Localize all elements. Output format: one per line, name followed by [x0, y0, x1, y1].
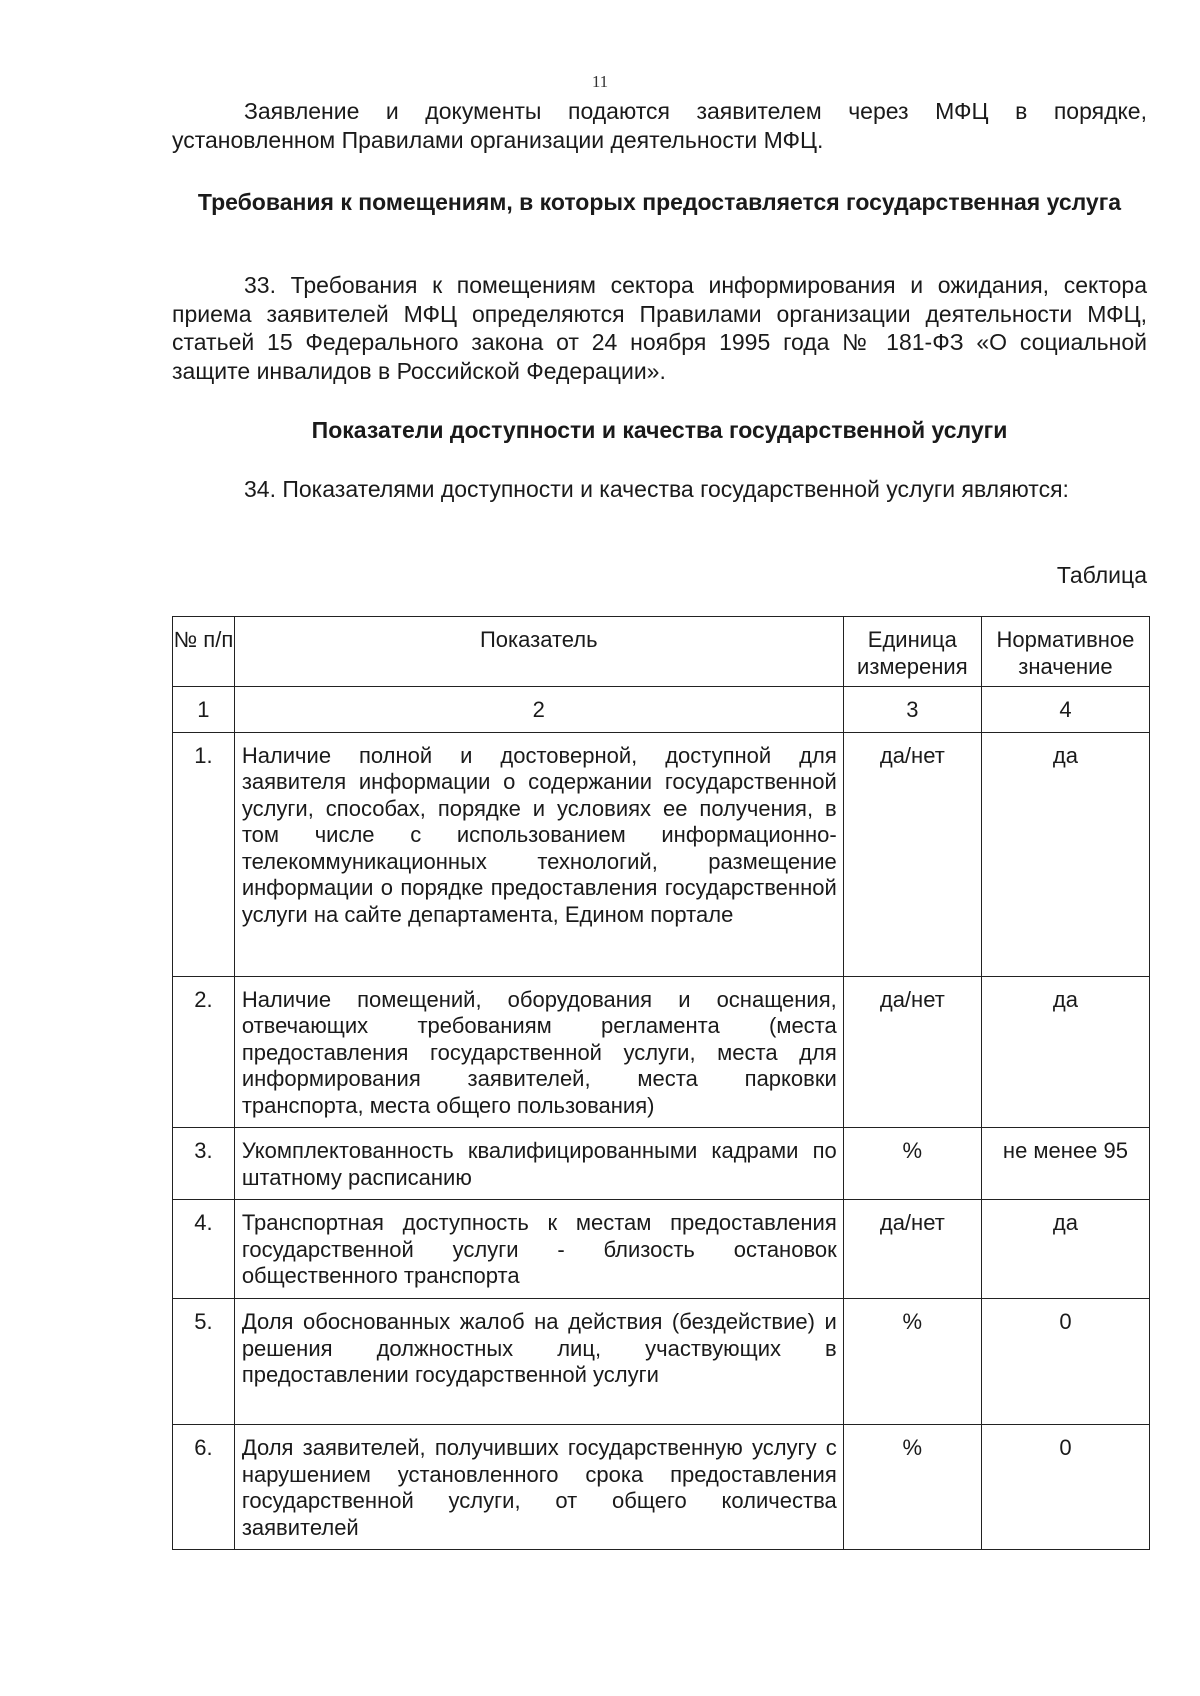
table-caption: Таблица	[1056, 562, 1147, 588]
row-indicator: Наличие полной и достоверной, доступной для заявителя информации о содержании государственной услуги, способах, порядке и условиях ее получения, в том числе с использованием информационно-телекоммуникационных технологий, размещение информации о порядке предоставления государственной услуги на сайте департамента, Едином портале	[234, 732, 843, 976]
header-unit: Единица измерения	[843, 617, 981, 687]
column-number: 4	[981, 687, 1149, 733]
header-indicator: Показатель	[234, 617, 843, 687]
row-norm: да	[981, 1200, 1149, 1299]
row-num: 3.	[173, 1128, 235, 1200]
header-num: № п/п	[173, 617, 235, 687]
row-num: 1.	[173, 732, 235, 976]
row-unit: да/нет	[843, 1200, 981, 1299]
row-indicator: Наличие помещений, оборудования и оснащения, отвечающих требованиям регламента (места предоставления государственной услуги, места для информирования заявителей, места парковки транспорта, места общего пользования)	[234, 976, 843, 1128]
intro-paragraph: Заявление и документы подаются заявителем через МФЦ в порядке, установленном Правилами организации деятельности МФЦ.	[172, 98, 1147, 153]
heading-premises-requirements: Требования к помещениям, в которых предоставляется государственная услуга	[197, 189, 1122, 215]
row-unit: %	[843, 1425, 981, 1550]
column-number: 3	[843, 687, 981, 733]
column-numbers-row	[173, 687, 1150, 733]
row-num: 4.	[173, 1200, 235, 1299]
page-number: 11	[591, 72, 609, 91]
heading-accessibility-indicators: Показатели доступности и качества государственной услуги	[311, 417, 1008, 443]
table-row	[173, 1128, 1150, 1200]
row-indicator: Укомплектованность квалифицированными кадрами по штатному расписанию	[234, 1128, 843, 1200]
paragraph-34: 34. Показателями доступности и качества государственной услуги являются:	[244, 476, 1069, 502]
column-number: 2	[234, 687, 843, 733]
row-unit: да/нет	[843, 976, 981, 1128]
paragraph-33: 33. Требования к помещениям сектора информирования и ожидания, сектора приема заявителей МФЦ определяются Правилами организации деятельности МФЦ, статьей 15 Федерального закона от 24 ноября 1995 года № 181-ФЗ «О социальной защите инвалидов в Российской Федерации».	[172, 272, 1147, 384]
table-row	[173, 1425, 1150, 1550]
row-indicator: Транспортная доступность к местам предоставления государственной услуги - близость остановок общественного транспорта	[234, 1200, 843, 1299]
row-norm: 0	[981, 1299, 1149, 1425]
row-unit: да/нет	[843, 732, 981, 976]
column-number: 1	[173, 687, 235, 733]
row-norm: 0	[981, 1425, 1149, 1550]
row-num: 2.	[173, 976, 235, 1128]
table-row	[173, 976, 1150, 1128]
row-indicator: Доля заявителей, получивших государственную услугу с нарушением установленного срока предоставления государственной услуги, от общего количества заявителей	[234, 1425, 843, 1550]
row-norm: да	[981, 732, 1149, 976]
row-indicator: Доля обоснованных жалоб на действия (бездействие) и решения должностных лиц, участвующих в предоставлении государственной услуги	[234, 1299, 843, 1425]
row-norm: да	[981, 976, 1149, 1128]
row-num: 5.	[173, 1299, 235, 1425]
row-norm: не менее 95	[981, 1128, 1149, 1200]
row-unit: %	[843, 1299, 981, 1425]
row-num: 6.	[173, 1425, 235, 1550]
table-header-row	[173, 617, 1150, 687]
header-norm: Нормативное значение	[981, 617, 1149, 687]
table-row	[173, 1200, 1150, 1299]
table-row	[173, 1299, 1150, 1425]
table-row	[173, 732, 1150, 976]
row-unit: %	[843, 1128, 981, 1200]
indicators-table	[172, 616, 1150, 1550]
